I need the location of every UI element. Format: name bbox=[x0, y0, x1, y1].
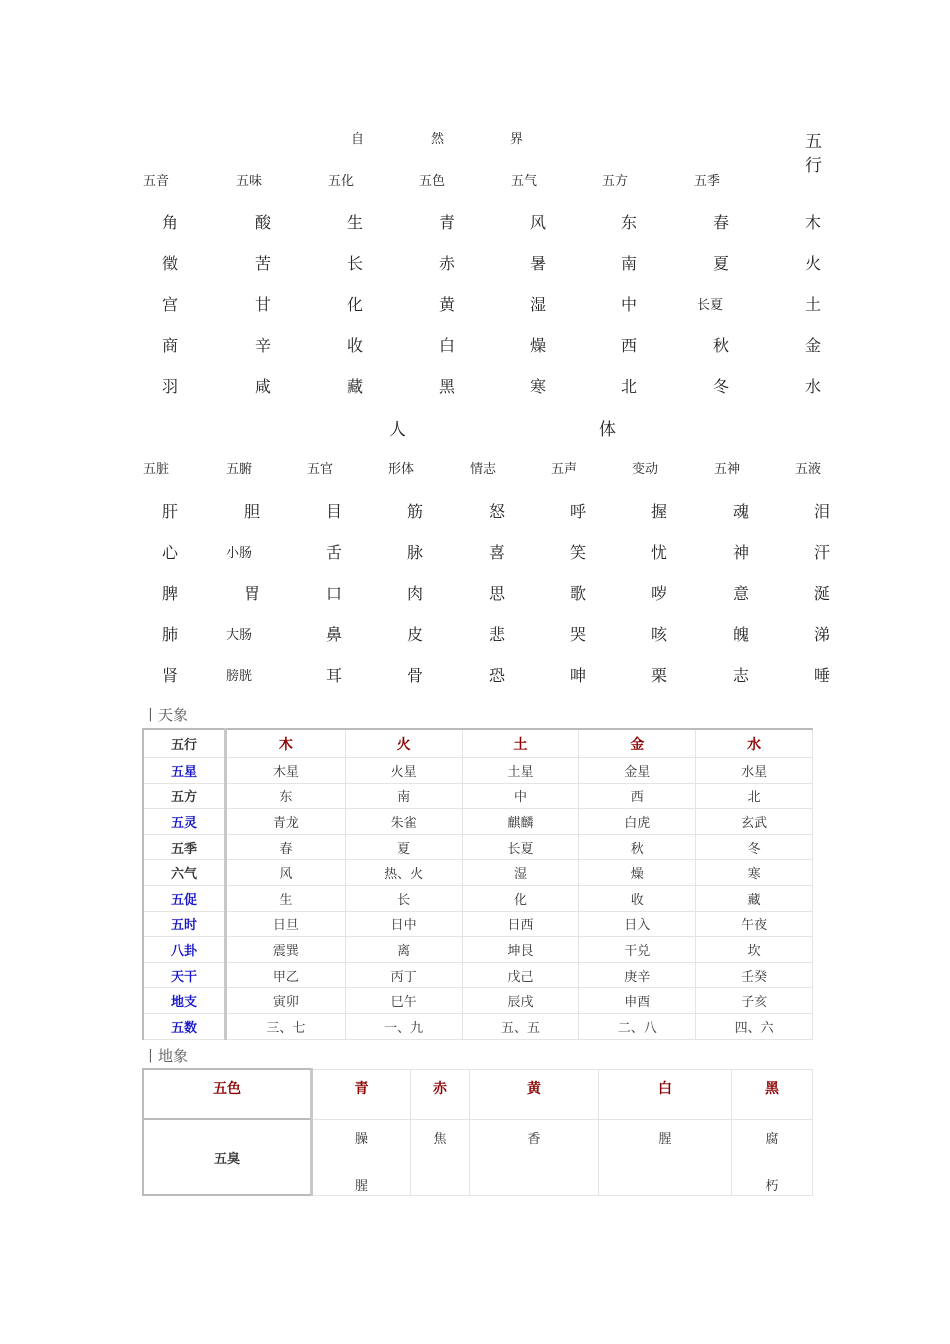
smell-text: 腐 bbox=[765, 1131, 779, 1147]
body-cell: 笑 bbox=[570, 543, 587, 562]
tianxiang-cell: 白虎 bbox=[579, 809, 696, 835]
tianxiang-cell: 辰戌 bbox=[462, 988, 579, 1014]
dixiang-smell-cell bbox=[411, 1119, 470, 1195]
nature-cell: 暑 bbox=[530, 254, 547, 273]
tianxiang-row-header: 五时 bbox=[143, 911, 226, 937]
body-cell: 口 bbox=[326, 584, 343, 603]
tianxiang-row bbox=[143, 758, 813, 784]
tianxiang-cell: 中 bbox=[462, 783, 579, 809]
tianxiang-row-header: 天干 bbox=[143, 962, 226, 988]
tianxiang-row-header: 五星 bbox=[143, 758, 226, 784]
dixiang-row-header-color: 五色 bbox=[143, 1069, 312, 1119]
nature-cell: 商 bbox=[162, 336, 179, 355]
tianxiang-row bbox=[143, 911, 813, 937]
nature-cell: 木 bbox=[805, 213, 822, 232]
body-cell: 哕 bbox=[651, 584, 668, 603]
nature-cell: 火 bbox=[805, 254, 822, 273]
smell-text: 腥 bbox=[658, 1131, 672, 1147]
tianxiang-cell: 壬癸 bbox=[696, 962, 813, 988]
dixiang-table bbox=[142, 1068, 813, 1196]
dixiang-row-header-smell: 五臭 bbox=[143, 1119, 312, 1195]
tianxiang-row bbox=[143, 783, 813, 809]
nature-cell: 甘 bbox=[255, 295, 272, 314]
nature-header-cell: 五化 bbox=[328, 174, 355, 189]
tianxiang-row-header: 地支 bbox=[143, 988, 226, 1014]
nature-cell: 收 bbox=[347, 336, 364, 355]
tianxiang-cell: 戊己 bbox=[462, 962, 579, 988]
body-cell: 目 bbox=[326, 502, 343, 521]
body-cell: 悲 bbox=[489, 625, 506, 644]
tianxiang-cell: 金星 bbox=[579, 758, 696, 784]
body-cell: 舌 bbox=[326, 543, 343, 562]
nature-cell: 春 bbox=[713, 213, 730, 232]
tianxiang-cell: 午夜 bbox=[696, 911, 813, 937]
tianxiang-cell: 巳午 bbox=[345, 988, 462, 1014]
nature-title-char-1: 自 bbox=[351, 132, 365, 147]
body-cell: 胆 bbox=[244, 502, 261, 521]
tianxiang-cell: 麒麟 bbox=[462, 809, 579, 835]
nature-cell: 寒 bbox=[530, 377, 547, 396]
dixiang-color-cell: 黄 bbox=[470, 1069, 599, 1119]
tianxiang-row-header: 八卦 bbox=[143, 937, 226, 963]
tianxiang-row bbox=[143, 937, 813, 963]
tianxiang-row bbox=[143, 962, 813, 988]
body-header-cell: 五声 bbox=[551, 462, 578, 477]
dixiang-color-cell: 青 bbox=[312, 1069, 411, 1119]
body-cell: 膀胱 bbox=[226, 669, 253, 684]
smell-text: 朽 bbox=[765, 1178, 779, 1194]
tianxiang-cell: 震巽 bbox=[226, 937, 346, 963]
smell-text: 焦 bbox=[433, 1131, 447, 1147]
tianxiang-cell: 日西 bbox=[462, 911, 579, 937]
nature-cell: 黄 bbox=[439, 295, 456, 314]
tianxiang-cell: 收 bbox=[579, 885, 696, 911]
nature-cell: 化 bbox=[347, 295, 364, 314]
tianxiang-row-header: 五方 bbox=[143, 783, 226, 809]
body-cell: 志 bbox=[733, 666, 750, 685]
tianxiang-cell: 冬 bbox=[696, 834, 813, 860]
tianxiang-cell: 寅卯 bbox=[226, 988, 346, 1014]
tianxiang-cell: 干兑 bbox=[579, 937, 696, 963]
nature-cell: 水 bbox=[805, 377, 822, 396]
tianxiang-cell: 一、九 bbox=[345, 1013, 462, 1039]
tianxiang-corner-header: 五行 bbox=[143, 729, 226, 758]
tianxiang-cell: 春 bbox=[226, 834, 346, 860]
tianxiang-cell: 长夏 bbox=[462, 834, 579, 860]
tianxiang-cell: 东 bbox=[226, 783, 346, 809]
tianxiang-cell: 北 bbox=[696, 783, 813, 809]
nature-cell: 金 bbox=[805, 336, 822, 355]
body-cell: 脉 bbox=[407, 543, 424, 562]
tianxiang-row bbox=[143, 860, 813, 886]
tianxiang-cell: 藏 bbox=[696, 885, 813, 911]
tianxiang-cell: 寒 bbox=[696, 860, 813, 886]
tianxiang-cell: 日入 bbox=[579, 911, 696, 937]
nature-title-char-3: 界 bbox=[510, 132, 524, 147]
body-cell: 肝 bbox=[162, 502, 179, 521]
body-header-cell: 五脏 bbox=[143, 462, 170, 477]
tianxiang-column-header: 水 bbox=[696, 729, 813, 758]
tianxiang-cell: 湿 bbox=[462, 860, 579, 886]
tianxiang-cell: 西 bbox=[579, 783, 696, 809]
body-cell: 呼 bbox=[570, 502, 587, 521]
nature-header-cell: 五味 bbox=[236, 174, 263, 189]
body-header-cell: 情志 bbox=[470, 462, 497, 477]
tianxiang-row-header: 五促 bbox=[143, 885, 226, 911]
dixiang-section-label: 丨地象 bbox=[143, 1047, 189, 1065]
body-cell: 涎 bbox=[814, 584, 831, 603]
nature-cell: 徵 bbox=[162, 254, 179, 273]
body-header-cell: 变动 bbox=[632, 462, 659, 477]
body-cell: 恐 bbox=[489, 666, 506, 685]
dixiang-smell-cell bbox=[470, 1119, 599, 1195]
nature-cell: 藏 bbox=[347, 377, 364, 396]
nature-cell: 长夏 bbox=[697, 298, 724, 313]
nature-cell: 角 bbox=[162, 213, 179, 232]
tianxiang-cell: 日旦 bbox=[226, 911, 346, 937]
body-cell: 呻 bbox=[570, 666, 587, 685]
body-cell: 栗 bbox=[651, 666, 668, 685]
body-cell: 小肠 bbox=[226, 546, 253, 561]
tianxiang-cell: 玄武 bbox=[696, 809, 813, 835]
body-cell: 怒 bbox=[489, 502, 506, 521]
tianxiang-cell: 生 bbox=[226, 885, 346, 911]
tianxiang-cell: 南 bbox=[345, 783, 462, 809]
nature-cell: 羽 bbox=[162, 377, 179, 396]
nature-header-row bbox=[0, 170, 950, 194]
tianxiang-column-header: 木 bbox=[226, 729, 346, 758]
body-cell: 喜 bbox=[489, 543, 506, 562]
nature-cell: 赤 bbox=[439, 254, 456, 273]
nature-cell: 中 bbox=[621, 295, 638, 314]
nature-header-cell: 五色 bbox=[419, 174, 446, 189]
body-cell: 鼻 bbox=[326, 625, 343, 644]
body-header-cell: 五官 bbox=[307, 462, 334, 477]
nature-cell: 南 bbox=[621, 254, 638, 273]
wuxing-label-top: 五 bbox=[805, 132, 822, 152]
dixiang-smell-cell bbox=[599, 1119, 732, 1195]
body-cell: 唾 bbox=[814, 666, 831, 685]
tianxiang-cell: 日中 bbox=[345, 911, 462, 937]
nature-header-cell: 五气 bbox=[511, 174, 538, 189]
body-cell: 握 bbox=[651, 502, 668, 521]
body-cell: 大肠 bbox=[226, 628, 253, 643]
smell-text: 香 bbox=[527, 1131, 541, 1147]
tianxiang-cell: 青龙 bbox=[226, 809, 346, 835]
nature-header-cell: 五方 bbox=[602, 174, 629, 189]
tianxiang-row bbox=[143, 834, 813, 860]
nature-cell: 咸 bbox=[255, 377, 272, 396]
body-cell: 脾 bbox=[162, 584, 179, 603]
smell-text: 臊 bbox=[354, 1131, 368, 1147]
tianxiang-row-header: 五数 bbox=[143, 1013, 226, 1039]
body-cell: 涕 bbox=[814, 625, 831, 644]
tianxiang-cell: 风 bbox=[226, 860, 346, 886]
tianxiang-cell: 秋 bbox=[579, 834, 696, 860]
body-cell: 魂 bbox=[733, 502, 750, 521]
tianxiang-cell: 火星 bbox=[345, 758, 462, 784]
tianxiang-cell: 土星 bbox=[462, 758, 579, 784]
nature-cell: 风 bbox=[530, 213, 547, 232]
tianxiang-cell: 热、火 bbox=[345, 860, 462, 886]
tianxiang-row-header: 六气 bbox=[143, 860, 226, 886]
body-cell: 心 bbox=[162, 543, 179, 562]
tianxiang-cell: 燥 bbox=[579, 860, 696, 886]
tianxiang-column-header: 金 bbox=[579, 729, 696, 758]
tianxiang-cell: 夏 bbox=[345, 834, 462, 860]
dixiang-color-cell: 黑 bbox=[732, 1069, 813, 1119]
body-header-cell: 五神 bbox=[714, 462, 741, 477]
nature-cell: 东 bbox=[621, 213, 638, 232]
tianxiang-row-header: 五季 bbox=[143, 834, 226, 860]
tianxiang-cell: 子亥 bbox=[696, 988, 813, 1014]
nature-cell: 生 bbox=[347, 213, 364, 232]
body-header-cell: 五液 bbox=[795, 462, 822, 477]
dixiang-color-cell: 白 bbox=[599, 1069, 732, 1119]
tianxiang-row bbox=[143, 1013, 813, 1039]
tianxiang-row bbox=[143, 885, 813, 911]
body-cell: 肉 bbox=[407, 584, 424, 603]
nature-cell: 黑 bbox=[439, 377, 456, 396]
tianxiang-cell: 丙丁 bbox=[345, 962, 462, 988]
tianxiang-cell: 木星 bbox=[226, 758, 346, 784]
tianxiang-cell: 长 bbox=[345, 885, 462, 911]
nature-cell: 长 bbox=[347, 254, 364, 273]
nature-header-cell: 五音 bbox=[143, 174, 170, 189]
body-cell: 思 bbox=[489, 584, 506, 603]
nature-cell: 苦 bbox=[255, 254, 272, 273]
body-cell: 哭 bbox=[570, 625, 587, 644]
body-cell: 魄 bbox=[733, 625, 750, 644]
tianxiang-cell: 五、五 bbox=[462, 1013, 579, 1039]
tianxiang-cell: 庚辛 bbox=[579, 962, 696, 988]
dixiang-color-cell: 赤 bbox=[411, 1069, 470, 1119]
body-header-row bbox=[0, 458, 950, 482]
tianxiang-cell: 二、八 bbox=[579, 1013, 696, 1039]
tianxiang-cell: 坤艮 bbox=[462, 937, 579, 963]
tianxiang-cell: 水星 bbox=[696, 758, 813, 784]
body-cell: 肺 bbox=[162, 625, 179, 644]
body-header-cell: 形体 bbox=[388, 462, 415, 477]
nature-cell: 西 bbox=[621, 336, 638, 355]
body-cell: 骨 bbox=[407, 666, 424, 685]
body-title-char-2: 体 bbox=[599, 420, 616, 440]
nature-cell: 辛 bbox=[255, 336, 272, 355]
dixiang-smell-cell bbox=[312, 1119, 411, 1195]
body-header-cell: 五腑 bbox=[226, 462, 253, 477]
tianxiang-section-label: 丨天象 bbox=[143, 706, 189, 724]
nature-cell: 燥 bbox=[530, 336, 547, 355]
tianxiang-cell: 四、六 bbox=[696, 1013, 813, 1039]
nature-cell: 夏 bbox=[713, 254, 730, 273]
tianxiang-cell: 申酉 bbox=[579, 988, 696, 1014]
body-cell: 胃 bbox=[244, 584, 261, 603]
body-title-char-1: 人 bbox=[389, 420, 406, 440]
body-cell: 耳 bbox=[326, 666, 343, 685]
tianxiang-row bbox=[143, 988, 813, 1014]
body-cell: 肾 bbox=[162, 666, 179, 685]
body-cell: 咳 bbox=[651, 625, 668, 644]
body-cell: 忧 bbox=[651, 543, 668, 562]
body-cell: 歌 bbox=[570, 584, 587, 603]
body-cell: 神 bbox=[733, 543, 750, 562]
tianxiang-cell: 甲乙 bbox=[226, 962, 346, 988]
wuxing-label-bottom: 行 bbox=[805, 156, 822, 176]
nature-title-char-2: 然 bbox=[431, 132, 445, 147]
body-cell: 泪 bbox=[814, 502, 831, 521]
tianxiang-column-header: 土 bbox=[462, 729, 579, 758]
tianxiang-table bbox=[142, 728, 813, 1040]
tianxiang-cell: 坎 bbox=[696, 937, 813, 963]
tianxiang-column-header: 火 bbox=[345, 729, 462, 758]
nature-cell: 秋 bbox=[713, 336, 730, 355]
smell-text: 腥 bbox=[354, 1178, 368, 1194]
body-cell: 意 bbox=[733, 584, 750, 603]
tianxiang-cell: 化 bbox=[462, 885, 579, 911]
tianxiang-cell: 三、七 bbox=[226, 1013, 346, 1039]
nature-cell: 土 bbox=[805, 295, 822, 314]
nature-cell: 青 bbox=[439, 213, 456, 232]
tianxiang-row-header: 五灵 bbox=[143, 809, 226, 835]
tianxiang-cell: 朱雀 bbox=[345, 809, 462, 835]
nature-cell: 冬 bbox=[713, 377, 730, 396]
tianxiang-cell: 离 bbox=[345, 937, 462, 963]
nature-cell: 湿 bbox=[530, 295, 547, 314]
nature-cell: 北 bbox=[621, 377, 638, 396]
dixiang-smell-cell bbox=[732, 1119, 813, 1195]
body-cell: 皮 bbox=[407, 625, 424, 644]
nature-cell: 白 bbox=[439, 336, 456, 355]
tianxiang-row bbox=[143, 809, 813, 835]
nature-cell: 酸 bbox=[255, 213, 272, 232]
body-cell: 汗 bbox=[814, 543, 831, 562]
body-cell: 筋 bbox=[407, 502, 424, 521]
nature-cell: 宫 bbox=[162, 295, 179, 314]
nature-header-cell: 五季 bbox=[694, 174, 721, 189]
